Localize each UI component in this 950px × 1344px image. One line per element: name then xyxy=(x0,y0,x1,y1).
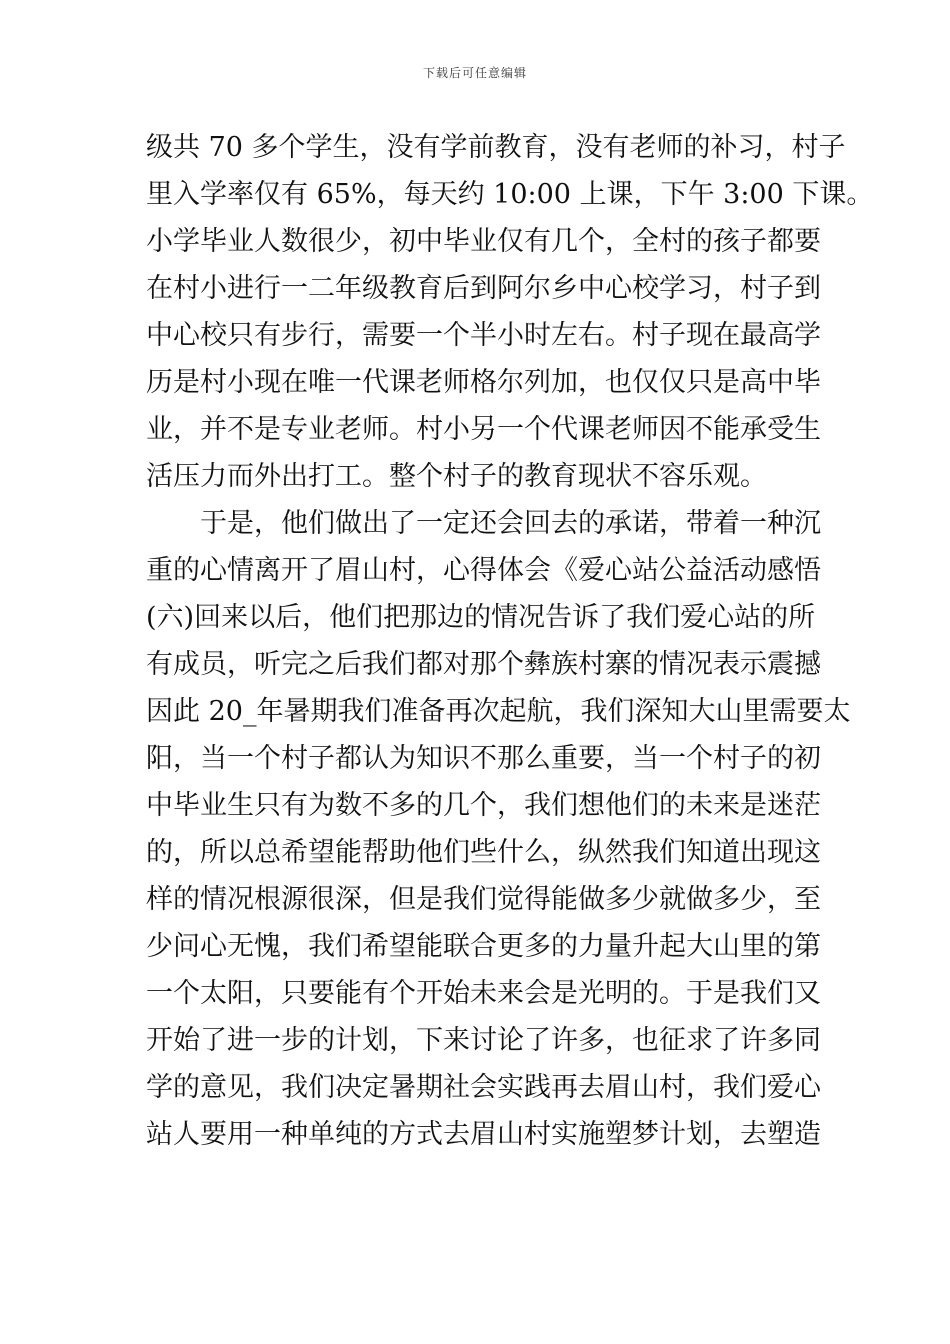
text-line: 级共 70 多个学生，没有学前教育，没有老师的补习，村子 xyxy=(146,132,846,163)
text-line: 里入学率仅有 65%，每天约 10:00 上课，下午 3:00 下课。 xyxy=(146,179,874,210)
text-line: 少问心无愧，我们希望能联合更多的力量升起大山里的第 xyxy=(146,931,821,962)
text-line: 学的意见，我们决定暑期社会实践再去眉山村，我们爱心 xyxy=(146,1072,821,1103)
text-line: 的，所以总希望能帮助他们些什么，纵然我们知道出现这 xyxy=(146,837,821,868)
text-line: 在村小进行一二年级教育后到阿尔乡中心校学习，村子到 xyxy=(146,273,821,304)
text-line: 开始了进一步的计划，下来讨论了许多，也征求了许多同 xyxy=(146,1025,821,1056)
text-line: 阳，当一个村子都认为知识不那么重要，当一个村子的初 xyxy=(146,743,821,774)
text-line: 中毕业生只有为数不多的几个，我们想他们的未来是迷茫 xyxy=(146,790,821,821)
page-header: 下载后可任意编辑 xyxy=(422,66,527,80)
text-line: 一个太阳，只要能有个开始未来会是光明的。于是我们又 xyxy=(146,978,821,1009)
text-line: 站人要用一种单纯的方式去眉山村实施塑梦计划，去塑造 xyxy=(146,1119,821,1150)
text-line: 于是，他们做出了一定还会回去的承诺，带着一种沉 xyxy=(200,508,821,539)
text-line: 有成员，听完之后我们都对那个彝族村寨的情况表示震撼 xyxy=(146,649,821,680)
paragraph-2 xyxy=(146,500,851,1158)
text-line: 因此 20_年暑期我们准备再次起航，我们深知大山里需要太 xyxy=(146,696,851,727)
text-line: 历是村小现在唯一代课老师格尔列加，也仅仅只是高中毕 xyxy=(146,367,821,398)
text-line: 业，并不是专业老师。村小另一个代课老师因不能承受生 xyxy=(146,414,821,445)
text-line: 重的心情离开了眉山村，心得体会《爱心站公益活动感悟 xyxy=(146,555,821,586)
text-line: (六)回来以后，他们把那边的情况告诉了我们爱心站的所 xyxy=(146,602,816,633)
text-line: 样的情况根源很深，但是我们觉得能做多少就做多少，至 xyxy=(146,884,821,915)
paragraph-1 xyxy=(146,124,874,500)
text-line: 中心校只有步行，需要一个半小时左右。村子现在最高学 xyxy=(146,320,821,351)
text-line: 活压力而外出打工。整个村子的教育现状不容乐观。 xyxy=(146,461,767,492)
text-line: 小学毕业人数很少，初中毕业仅有几个，全村的孩子都要 xyxy=(146,226,821,257)
document-body xyxy=(146,124,874,1158)
